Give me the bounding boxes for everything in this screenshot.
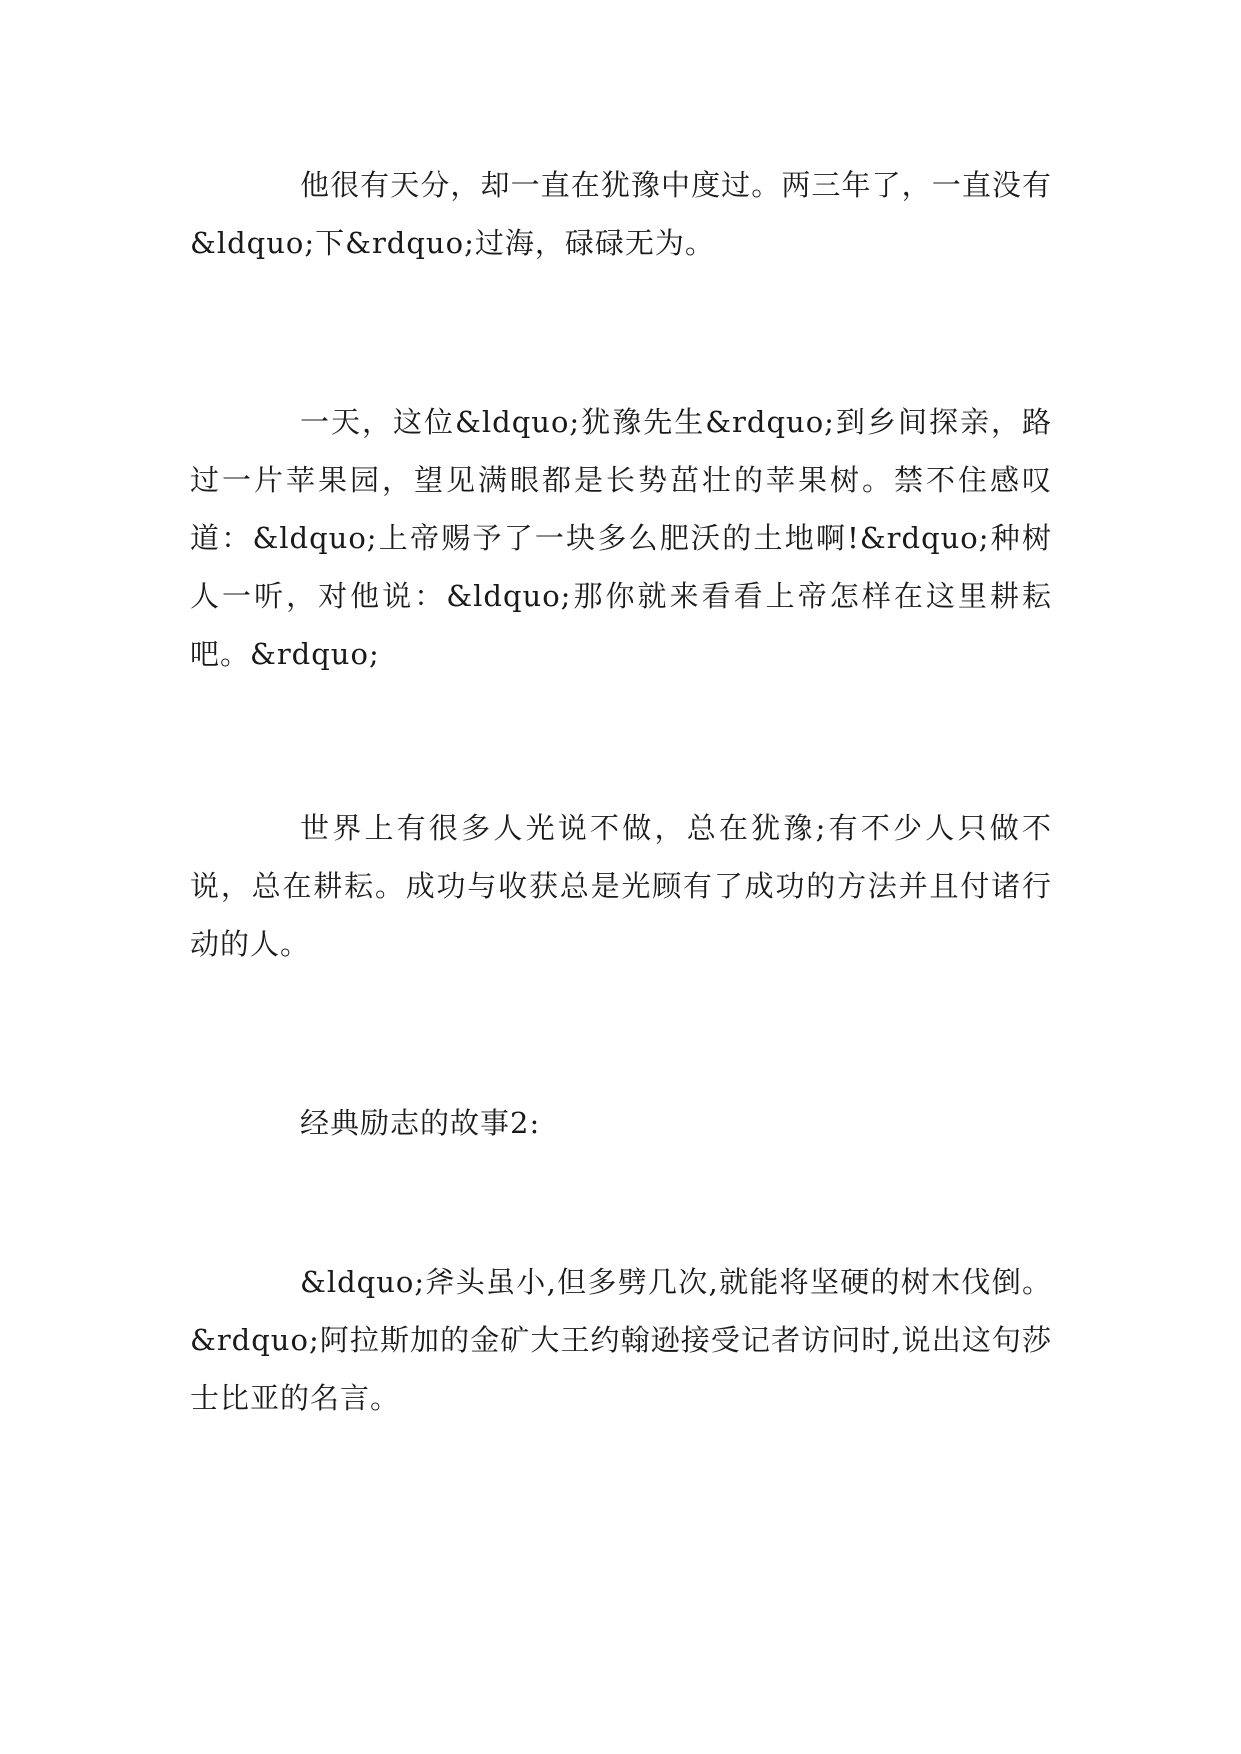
paragraph-axe-quote: &ldquo;斧头虽小,但多劈几次,就能将坚硬的树木伐倒。&rdquo;阿拉斯加的金矿大王约翰逊接受记者访问时,说出这句莎士比亚的名言。 [190,1265,1052,1415]
paragraph-hesitation-intro: 他很有天分，却一直在犹豫中度过。两三年了，一直没有&ldquo;下&rdquo;过海，碌碌无为。 [190,168,1052,260]
story-heading: 经典励志的故事2: [300,1106,541,1140]
paragraph-apple-orchard: 一天，这位&ldquo;犹豫先生&rdquo;到乡间探亲，路过一片苹果园，望见满眼都是长势茁壮的苹果树。禁不住感叹道：&ldquo;上帝赐予了一块多么肥沃的土地啊!&rdquo;种树人一听，对他说：&ldquo;那你就来看看上帝怎样在这里耕耘吧。&rdquo; [190,405,1052,671]
paragraph-moral: 世界上有很多人光说不做，总在犹豫;有不少人只做不说，总在耕耘。成功与收获总是光顾有了成功的方法并且付诸行动的人。 [190,811,1052,961]
